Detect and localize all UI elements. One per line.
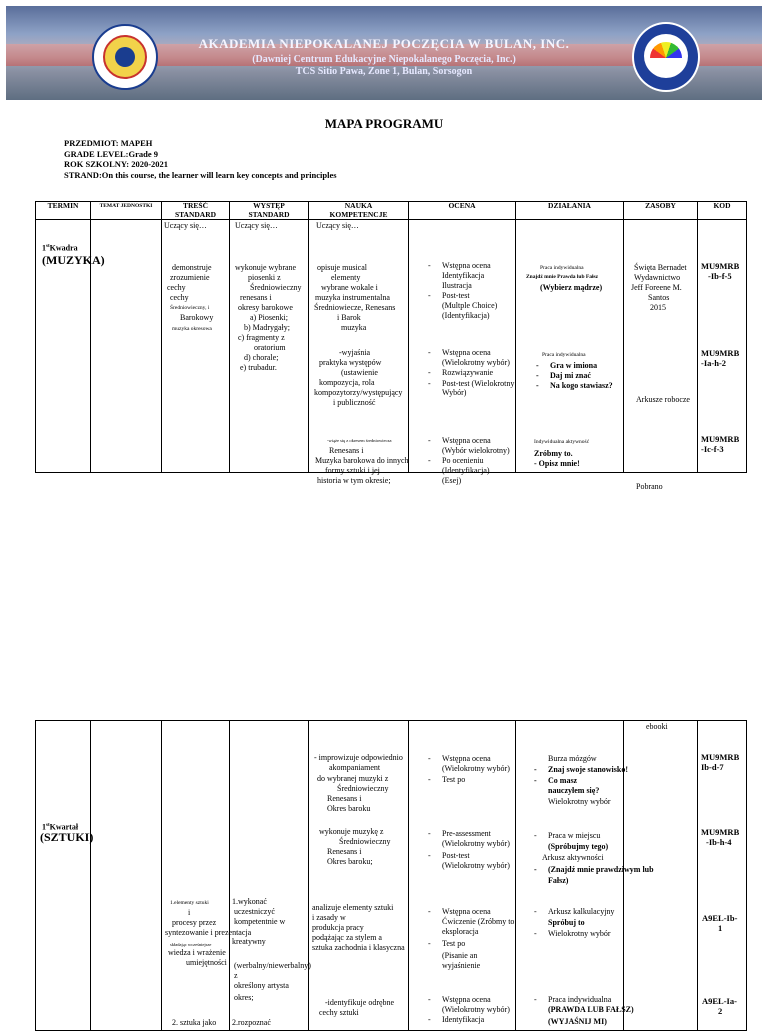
assessment-cell: - Wstępna ocena Identyfikacja Ilustracja - Post-test (Multple Choice) (Identyfikacja) - Wstępna ocena (Wielokrotny wybór) - Rozwiązywanie - Post-test (Wielokrotny Wybór) - Wstępna ocena (Wybór wielokrotny) - Po ocenieniu (Identyfikacja) (Esej) <box>409 220 516 473</box>
header-zasoby: ZASOBY <box>624 202 698 220</box>
header-dzialania: DZIAŁANIA <box>516 202 624 220</box>
resources-cell: ebooki <box>624 721 698 1031</box>
header-termin: TERMIN <box>36 202 91 220</box>
school-name: AKADEMIA NIEPOKALANEJ POCZĘCIA W BULAN, INC. <box>198 36 570 51</box>
performance-standard-cell: 1.wykonać uczestniczyć kompetentnie w kreatywny (werbalny/niewerbalny) z określony artysta okres; 2.rozpoznać <box>230 721 309 1031</box>
grade-line: GRADE LEVEL:Grade 9 <box>64 148 158 159</box>
code-cell: MU9MRB Ib-d-7 MU9MRB -Ib-h-4 A9EL-Ib- 1 A9EL-Ia- 2 <box>698 721 747 1031</box>
learning-competency-cell: Uczący się… opisuje musical elementy wybrane wokale i muzyka instrumentalna Średniowiecze, Renesans i Barok muzyka -wyjaśnia praktyka występów (ustawienie kompozycja, rola kompozytorzy/występujący i publiczność -wiąże się z okresem średniowiecza Renesans i Muzyka barokowa do innych formy sztuki i jej historia w tym okresie; <box>309 220 409 473</box>
header-wystep: WYSTĘP STANDARD <box>230 202 309 220</box>
performance-standard-cell: Uczący się… wykonuje wybrane piosenki z Średniowieczny renesans i okresy barokowe a) Piosenki; b) Madrygały; c) fragmenty z oratorium d) chorale; e) trubadur. <box>230 220 309 473</box>
header-tresc: TREŚĆ STANDARD <box>162 202 230 220</box>
header-nauka: NAUKA KOMPETENCJE <box>309 202 409 220</box>
subject-line: PRZEDMIOT: MAPEH <box>64 138 153 148</box>
resources-cell: Święta Bernadet Wydawnictwo Jeff Foreene M. Santos 2015 Arkusze robocze Pobrano <box>624 220 698 473</box>
term-cell: 1stKwartał (SZTUKI) <box>36 721 91 1031</box>
header-banner <box>6 6 762 100</box>
school-address: TCS Sitio Pawa, Zone 1, Bulan, Sorsogon <box>295 66 473 77</box>
content-standard-cell: 1.elementy sztuki i procesy przez syntezowanie i prezentacja składając wcześniejsze wiedza i wrażenie umiejętności 2. sztuka jako <box>162 721 230 1031</box>
topic-cell <box>91 721 162 1031</box>
activities-cell: Burza mózgów - Znaj swoje stanowisko! - Co masz nauczyłem się? Wielokrotny wybór - Praca w miejscu (Spróbujmy tego) Arkusz aktywności - (Znajdź mnie prawdziwym lub Fałsz) - Arkusz kalkulacyjny Spróbuj to - Wielokrotny wybór - Praca indywidualna (PRAWDA LUB FAŁSZ) (WYJAŚNIJ MI) <box>516 721 624 1031</box>
school-former-name: (Dawniej Centrum Edukacyjne Niepokalanego Poczęcia, Inc.) <box>252 54 516 65</box>
page-title: MAPA PROGRAMU <box>324 116 444 131</box>
activities-cell: Praca indywidualna Znajdź mnie Prawda lub Fałsz (Wybierz mądrze) Praca indywidualna - Gra w imiona - Daj mi znać - Na kogo stawiasz? Indywidualna aktywność Zróbmy to. - Opisz mnie! <box>516 220 624 473</box>
program-table-arts <box>35 720 747 1031</box>
header-ocena: OCENA <box>409 202 516 220</box>
header-temat: TEMAT JEDNOSTKI <box>91 202 162 220</box>
learning-competency-cell: - improwizuje odpowiednio akompaniament do wybranej muzyki z Średniowieczny Renesans i Okres baroku wykonuje muzykę z Średniowieczny Renesans i Okres baroku; analizuje elementy sztuki i zasady w produkcja pracy podążając za stylem a sztuka zachodnia i klasyczna -identyfikuje odrębne cechy sztuki <box>309 721 409 1031</box>
school-year-line: ROK SZKOLNY: 2020-2021 <box>64 159 169 169</box>
header-kod: KOD <box>698 202 747 220</box>
term-cell: 1stKwadra (MUZYKA) <box>36 220 91 473</box>
document-meta <box>64 138 337 180</box>
program-table-music <box>35 201 747 491</box>
assessment-cell: - Wstępna ocena (Wielokrotny wybór) - Test po - Pre-assessment (Wielokrotny wybór) - Post-test (Wielokrotny wybór) - Wstępna ocena Ćwiczenie (Zróbmy to eksploracja - Test po (Pisanie an wyjaśnienie - Wstępna ocena (Wielokrotny wybór) - Identyfikacja <box>409 721 516 1031</box>
strand-line: STRAND:On this course, the learner will learn key concepts and principles <box>64 169 337 180</box>
code-cell: MU9MRB -Ib-f-5 MU9MRB -Ia-h-2 MU9MRB -Ic-f-3 <box>698 220 747 473</box>
content-standard-cell: Uczący się… demonstruje zrozumienie cechy cechy Średniowieczny, i Barokowy muzyka okresowa <box>162 220 230 473</box>
